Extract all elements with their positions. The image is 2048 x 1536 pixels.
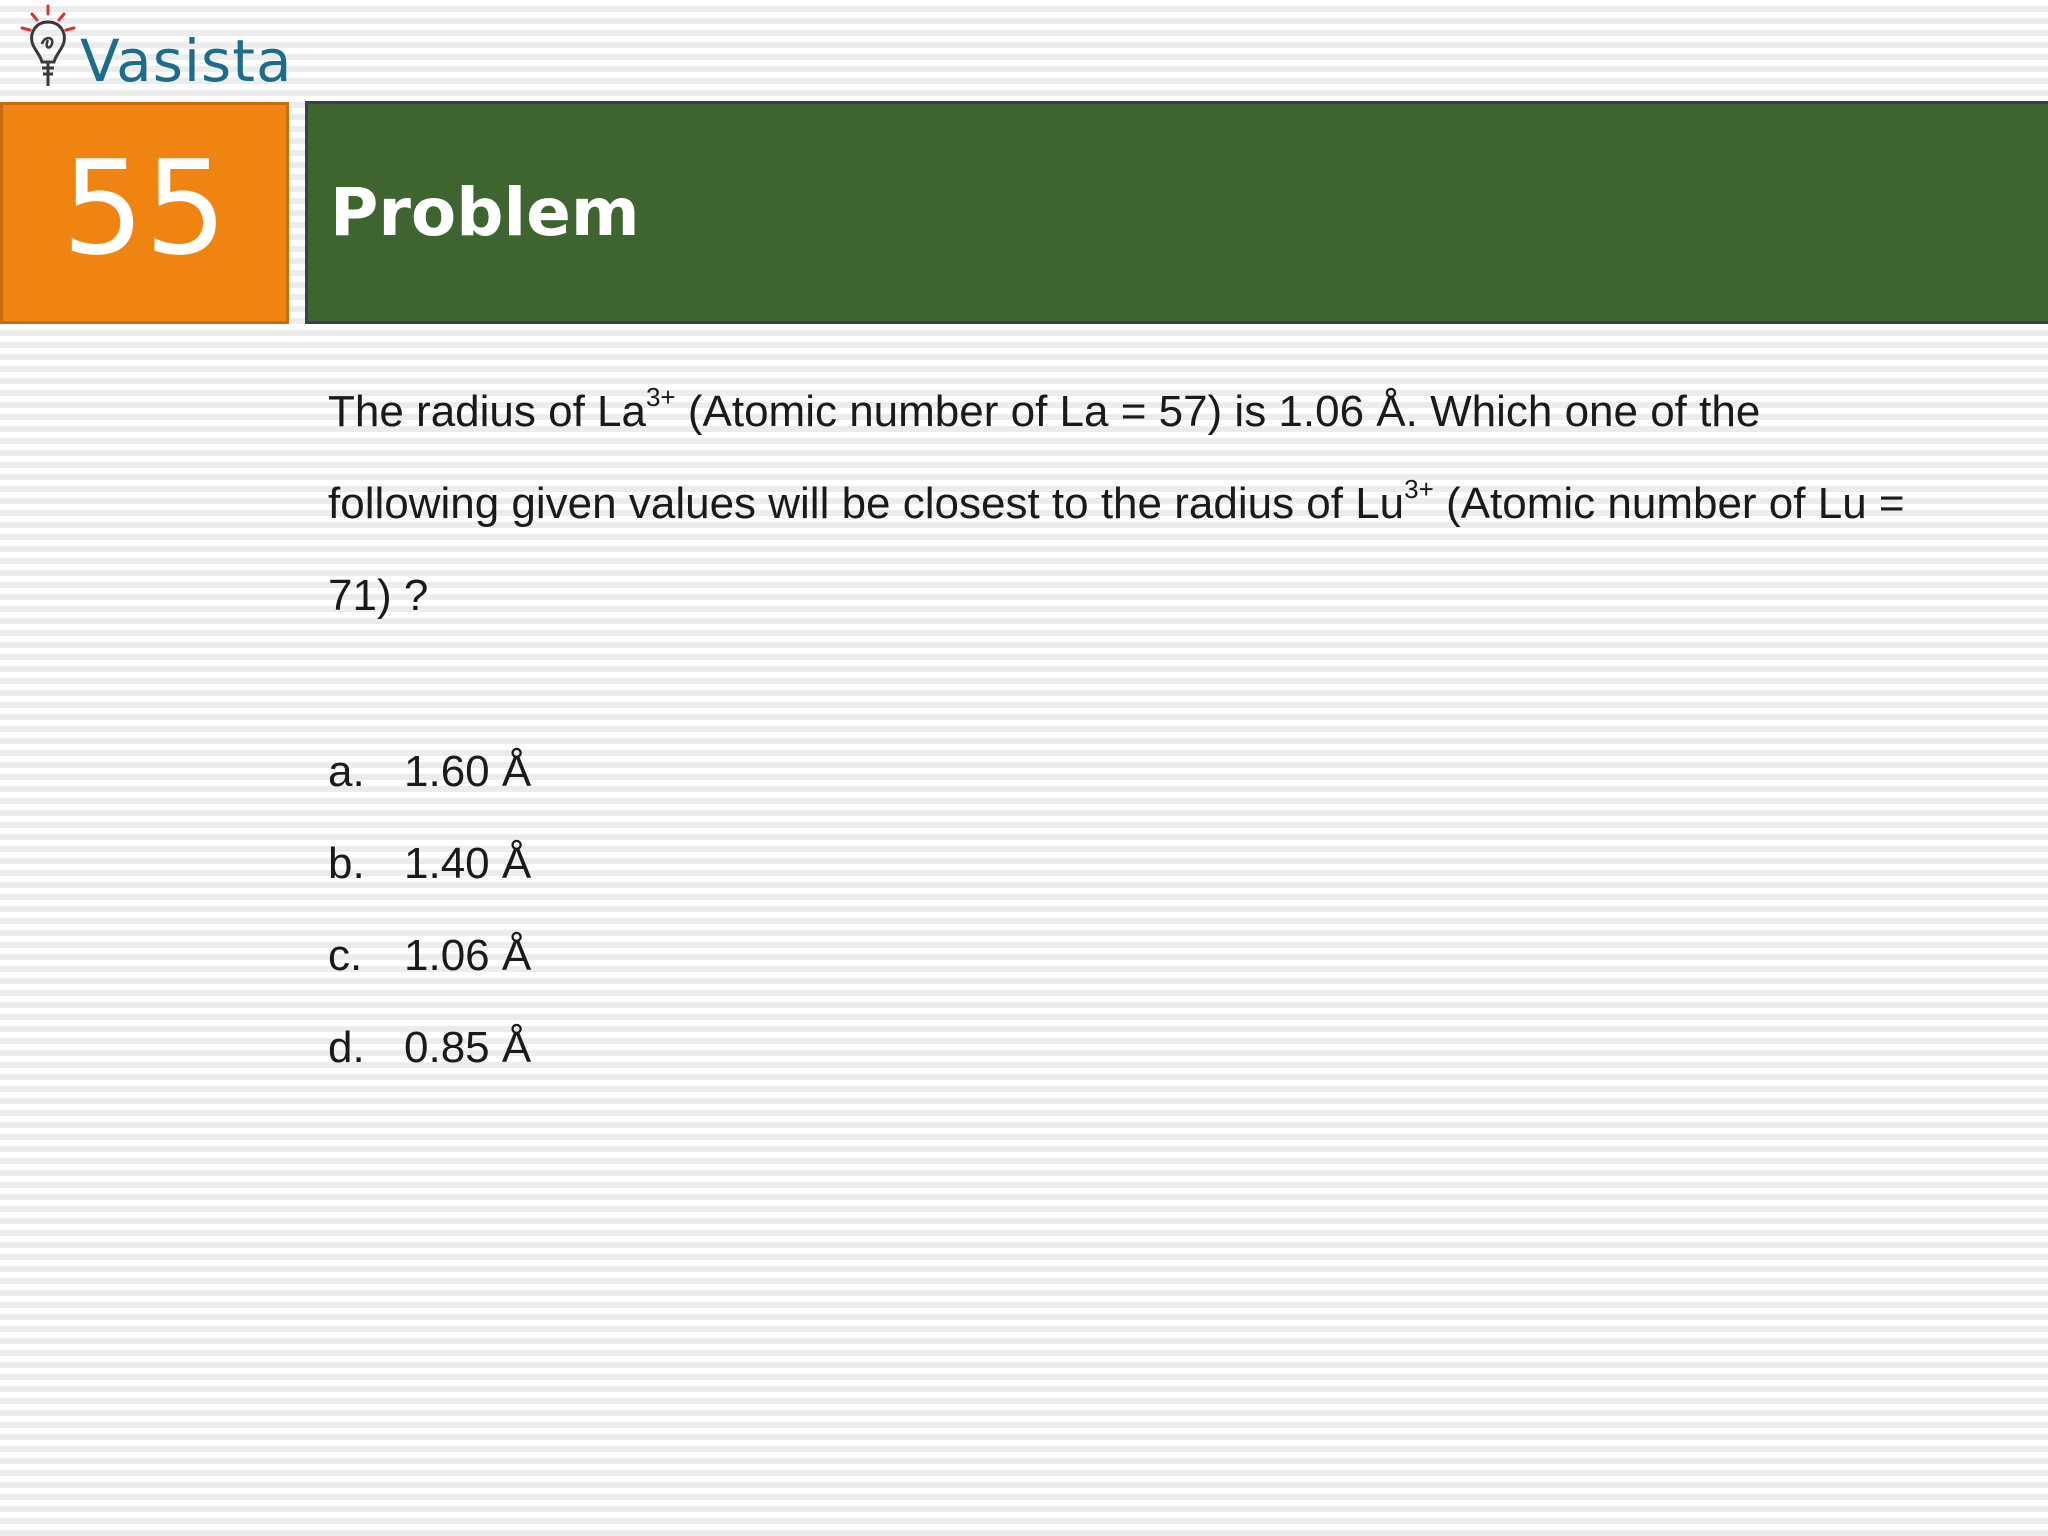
option-value: 1.06 Å xyxy=(404,931,532,980)
option-d xyxy=(328,1002,531,1094)
answer-options xyxy=(328,726,531,1094)
lightbulb-icon xyxy=(18,0,82,100)
slide-number: 55 xyxy=(61,132,228,284)
vasista-logo xyxy=(18,0,293,100)
question-line-1-start: The radius of La xyxy=(328,387,646,436)
question-line-2-start: following given values will be closest to the radius of Lu xyxy=(328,479,1405,528)
slide-title: Problem xyxy=(330,174,640,251)
slide-number-box xyxy=(0,102,289,324)
logo-text: Vasista xyxy=(80,27,293,95)
question-line-2 xyxy=(328,458,2028,550)
option-value: 1.60 Å xyxy=(404,747,532,796)
question-line-3: 71) ? xyxy=(328,571,429,620)
option-letter: d. xyxy=(328,1023,365,1072)
title-bar xyxy=(305,101,2048,324)
option-letter: c. xyxy=(328,931,363,980)
question-text xyxy=(328,366,2028,642)
la-ion-charge: 3+ xyxy=(645,382,676,413)
question-line-2-end: (Atomic number of Lu = xyxy=(1433,479,1905,528)
question-line-1-end: (Atomic number of La = 57) is 1.06 Å. Which one of the xyxy=(675,387,1761,436)
option-a xyxy=(328,726,531,818)
lu-ion-charge: 3+ xyxy=(1404,474,1434,505)
option-value: 0.85 Å xyxy=(404,1023,532,1072)
option-letter: b. xyxy=(328,839,365,888)
question-line-1 xyxy=(328,366,2028,458)
option-value: 1.40 Å xyxy=(404,839,532,888)
option-letter: a. xyxy=(328,747,365,796)
option-b xyxy=(328,818,531,910)
option-c xyxy=(328,910,531,1002)
